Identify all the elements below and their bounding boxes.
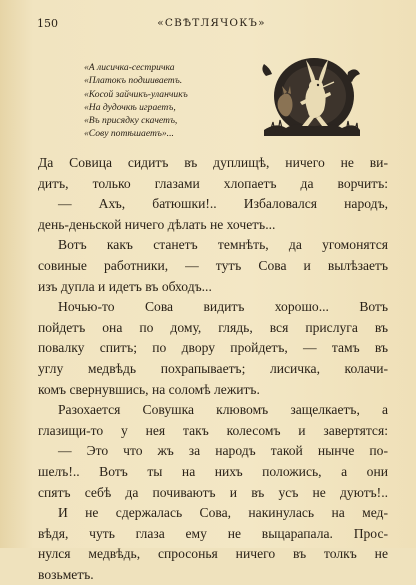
poem-line: «Косой зайчикъ-уланчикъ [84, 88, 188, 100]
poem-line: «Въ присядку скачетъ, [84, 115, 178, 127]
text-line: совиные работники, — тутъ Сова и вылѣзаетъ [38, 257, 388, 273]
text-line: комъ свернувшись, на соломѣ лежитъ. [38, 381, 260, 397]
poem-excerpt [84, 61, 264, 141]
text-line: спятъ себѣ да почиваютъ и въ усъ не дуютъ!.. [38, 484, 388, 500]
hare-and-fox-vignette [256, 52, 364, 138]
text-line: — Ахъ, батюшки!.. Избаловался народъ, [58, 196, 388, 212]
text-line: Ночью-то Сова видитъ хорошо... Вотъ [58, 299, 388, 315]
poem-line: «Сову потѣшаетъ»... [84, 128, 174, 140]
text-line: вѣдя, чуть глаза ему не выцарапала. Прос- [38, 525, 388, 541]
poem-line: «На дудочкѣ играетъ, [84, 101, 176, 113]
text-line: шелъ!.. Вотъ ты на нихъ положись, а они [38, 463, 388, 479]
text-line: возьметъ. [38, 566, 94, 582]
text-line: — Это что жъ за народъ такой нынче по- [58, 443, 388, 459]
text-line: И не сдержалась Сова, накинулась на мед- [58, 505, 388, 521]
text-line: пойдетъ она по дому, глядь, вся прислуга въ [38, 319, 388, 335]
running-title: «СВѢТЛЯЧОКЪ» [157, 17, 266, 29]
text-line: Разохается Совушка клювомъ защелкаетъ, а [58, 402, 388, 418]
page-number: 150 [37, 17, 58, 30]
text-line: день-деньской ничего дѣлать не хочетъ... [38, 216, 276, 232]
story-text [38, 153, 388, 585]
text-line: углу медвѣдь похрапываетъ; лисичка, колачи- [38, 360, 388, 376]
text-line: глазищи-то у нея такъ колесомъ и завертятся: [38, 422, 388, 438]
text-line: изъ дупла и идетъ въ обходъ... [38, 278, 212, 294]
poem-line: «А лисичка-сестричка [84, 62, 175, 73]
text-line: повалку спитъ; по двору пройдетъ, — тамъ въ [38, 340, 388, 356]
text-line: нулся медвѣдь, спросонья ничего въ толкъ не [38, 546, 388, 562]
text-line: дитъ, только глазами хлопаетъ да ворчитъ: [38, 175, 388, 191]
page-header [37, 17, 386, 33]
text-line: Вотъ какъ станетъ темнѣть, да угомонятся [58, 237, 388, 253]
poem-line: «Платокъ подшиваетъ. [84, 75, 183, 87]
text-line: Да Совица сидитъ въ дуплищѣ, ничего не ви- [38, 155, 388, 170]
